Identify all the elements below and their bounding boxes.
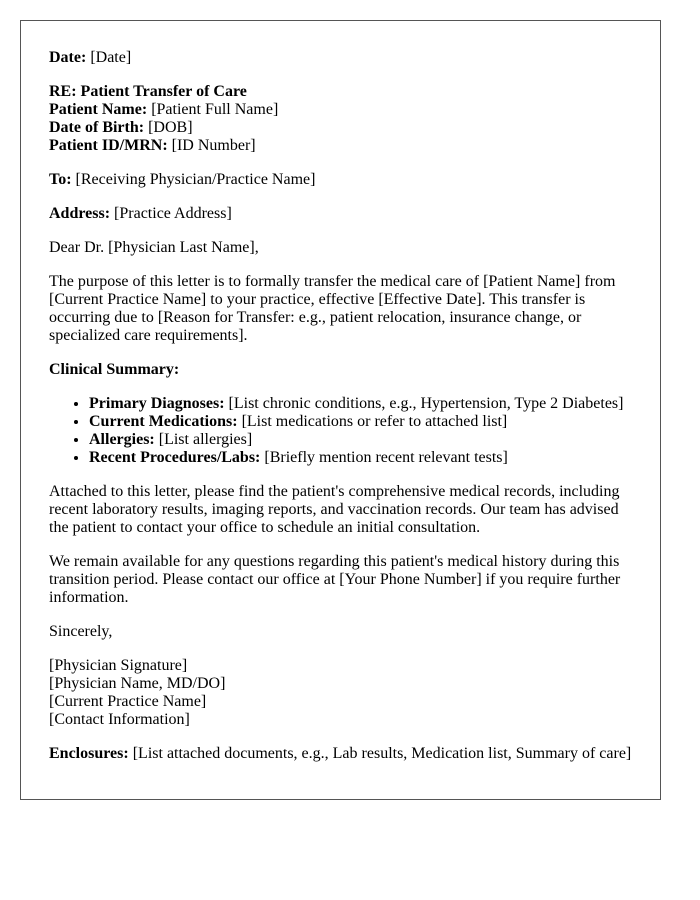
list-item: • Allergies: [List allergies]: [89, 431, 632, 449]
list-item: • Primary Diagnoses: [List chronic conditions, e.g., Hypertension, Type 2 Diabetes]: [89, 395, 632, 413]
paragraph-attachments: Attached to this letter, please find the patient's comprehensive medical records, including recent laboratory results, imaging reports, and vaccination records. Our team has advised the patient to contact your office to schedule an initial consultation.: [49, 483, 620, 536]
re-block: RE: Patient Transfer of Care Patient Name: [Patient Full Name] Date of Birth: [DOB] Patient ID/MRN: [ID Number]: [49, 83, 279, 154]
enclosures-line: Enclosures: [List attached documents, e.g., Lab results, Medication list, Summary of care]: [49, 745, 632, 762]
closing: Sincerely,: [49, 623, 113, 640]
address-line: Address: [Practice Address]: [49, 205, 232, 222]
list-item: • Current Medications: [List medications or refer to attached list]: [89, 413, 632, 431]
paragraph-purpose: The purpose of this letter is to formally transfer the medical care of [Patient Name] from [Current Practice Name] to your practice, effective [Effective Date]. This transfer is occurring due to [Reason for Transfer: e.g., patient relocation, insurance change, or specialized care requirements].: [49, 273, 616, 344]
signature-block: [Physician Signature] [Physician Name, MD/DO] [Current Practice Name] [Contact Information]: [49, 657, 226, 728]
date-line: Date: [Date]: [49, 49, 132, 66]
clinical-heading: Clinical Summary:: [49, 361, 180, 378]
re-title: RE: Patient Transfer of Care: [49, 83, 247, 100]
to-line: To: [Receiving Physician/Practice Name]: [49, 171, 316, 188]
clinical-list: [49, 395, 632, 467]
salutation: Dear Dr. [Physician Last Name],: [49, 239, 259, 256]
letter: [20, 20, 661, 800]
list-item: • Recent Procedures/Labs: [Briefly mention recent relevant tests]: [89, 449, 632, 467]
paragraph-contact: We remain available for any questions regarding this patient's medical history during this transition period. Please contact our office at [Your Phone Number] if you require further information.: [49, 553, 621, 606]
